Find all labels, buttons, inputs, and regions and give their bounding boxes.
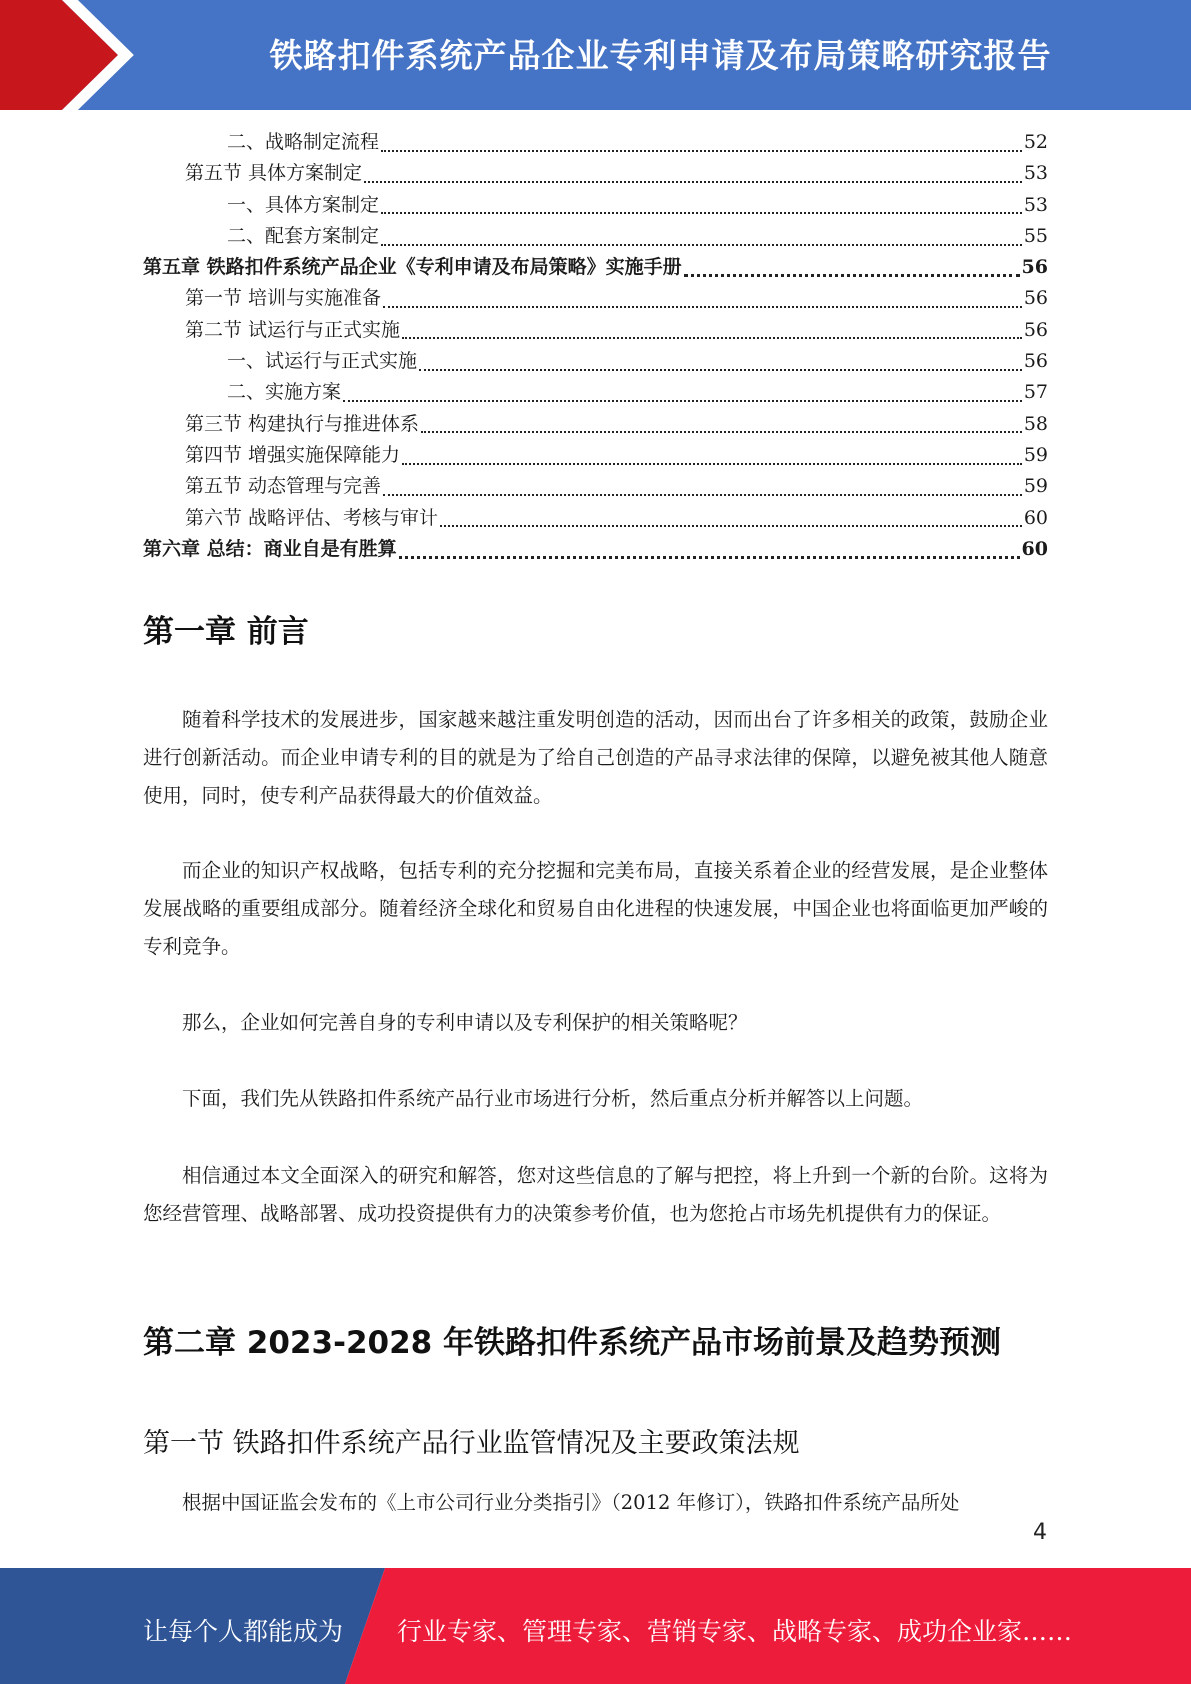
toc-entry[interactable] [143, 503, 1048, 534]
toc-dot-leader [364, 181, 1022, 183]
toc-dot-leader [399, 556, 1020, 559]
toc-entry-page: 60 [1023, 506, 1048, 529]
toc-entry-title: 一、具体方案制定 [227, 193, 380, 216]
toc-entry-page: 56 [1023, 318, 1048, 341]
header-title: 铁路扣件系统产品企业专利申请及布局策略研究报告 [269, 36, 1052, 75]
toc-entry-title: 第三节 构建执行与推进体系 [185, 412, 420, 435]
toc-entry-title: 第四节 增强实施保障能力 [185, 443, 401, 466]
toc-entry-title: 二、实施方案 [227, 381, 342, 404]
toc-entry-page: 52 [1023, 131, 1048, 153]
toc-entry-title: 第一节 培训与实施准备 [185, 287, 382, 310]
chapter1-paragraph-1: 随着科学技术的发展进步，国家越来越注重发明创造的活动，因而出台了许多相关的政策，鼓励企业进行创新活动。而企业申请专利的目的就是为了给自己创造的产品寻求法律的保障，以避免被其他人随意使用，同时，使专利产品获得最大的价值效益。 [143, 708, 1048, 807]
toc-entry-page: 56 [1023, 287, 1048, 310]
toc-entry-title: 一、试运行与正式实施 [227, 350, 418, 373]
chapter1-paragraph-3: 那么，企业如何完善自身的专利申请以及专利保护的相关策略呢？ [182, 1011, 748, 1034]
toc-entry[interactable] [143, 221, 1048, 252]
toc-dot-leader [421, 431, 1022, 433]
toc-dot-leader [383, 494, 1022, 496]
toc-entry-page: 60 [1021, 537, 1048, 560]
toc-entry[interactable] [143, 377, 1048, 408]
page-footer [0, 1568, 1191, 1684]
chapter2-section1-heading: 第一节 铁路扣件系统产品行业监管情况及主要政策法规 [143, 1428, 800, 1459]
toc-dot-leader [440, 525, 1022, 527]
toc-entry-page: 53 [1023, 193, 1048, 216]
page-header [0, 0, 1191, 110]
toc-entry-title: 二、战略制定流程 [227, 131, 380, 153]
toc-entry-page: 59 [1023, 475, 1048, 498]
toc-entry-page: 58 [1023, 412, 1048, 435]
toc-entry-title: 第五节 具体方案制定 [185, 162, 363, 185]
footer-slogan-right: 行业专家、管理专家、营销专家、战略专家、成功企业家…… [397, 1617, 1073, 1646]
footer-slogan-left: 让每个人都能成为 [143, 1617, 344, 1646]
toc-dot-leader [381, 212, 1022, 214]
toc-dot-leader [402, 463, 1022, 465]
toc-entry-title: 第五章 铁路扣件系统产品企业《专利申请及布局策略》实施手册 [143, 256, 682, 279]
toc-entry[interactable] [143, 534, 1048, 565]
toc-entry-title: 二、配套方案制定 [227, 224, 380, 247]
toc-entry[interactable] [143, 346, 1048, 377]
toc-entry[interactable] [143, 471, 1048, 502]
toc-entry[interactable] [143, 252, 1048, 283]
toc-entry[interactable] [143, 440, 1048, 471]
chapter2-section1-paragraph: 根据中国证监会发布的《上市公司行业分类指引》（2012 年修订），铁路扣件系统产品所处 [182, 1491, 960, 1514]
chapter1-paragraph-5: 相信通过本文全面深入的研究和解答，您对这些信息的了解与把控，将上升到一个新的台阶。这将为您经营管理、战略部署、成功投资提供有力的决策参考价值，也为您抢占市场先机提供有力的保证。 [143, 1164, 1048, 1225]
toc-dot-leader [402, 337, 1022, 339]
toc-entry[interactable] [143, 190, 1048, 221]
chapter1-paragraph-2: 而企业的知识产权战略，包括专利的充分挖掘和完美布局，直接关系着企业的经营发展，是企业整体发展战略的重要组成部分。随着经济全球化和贸易自由化进程的快速发展，中国企业也将面临更加严峻的专利竞争。 [143, 859, 1048, 958]
table-of-contents [143, 127, 1048, 565]
toc-entry[interactable] [143, 158, 1048, 189]
toc-entry-title: 第二节 试运行与正式实施 [185, 318, 401, 341]
toc-entry-page: 56 [1023, 350, 1048, 373]
chapter2-heading: 第二章 2023-2028 年铁路扣件系统产品市场前景及趋势预测 [143, 1325, 1002, 1361]
toc-entry[interactable] [143, 409, 1048, 440]
toc-entry-page: 57 [1023, 381, 1048, 404]
toc-dot-leader [381, 150, 1022, 152]
toc-entry-title: 第六节 战略评估、考核与审计 [185, 506, 439, 529]
toc-entry[interactable] [143, 315, 1048, 346]
toc-dot-leader [419, 369, 1022, 371]
toc-entry-title: 第六章 总结：商业自是有胜算 [143, 537, 397, 560]
toc-entry-page: 59 [1023, 443, 1048, 466]
toc-entry[interactable] [143, 283, 1048, 314]
toc-dot-leader [383, 306, 1022, 308]
toc-dot-leader [684, 274, 1020, 277]
chapter1-heading: 第一章 前言 [143, 614, 309, 650]
toc-dot-leader [343, 400, 1022, 402]
toc-entry-title: 第五节 动态管理与完善 [185, 475, 382, 498]
toc-entry-page: 53 [1023, 162, 1048, 185]
toc-entry[interactable] [143, 127, 1048, 158]
toc-dot-leader [381, 244, 1022, 246]
chapter1-paragraph-4: 下面，我们先从铁路扣件系统产品行业市场进行分析，然后重点分析并解答以上问题。 [182, 1087, 924, 1110]
page-number: 4 [1033, 1520, 1047, 1545]
toc-entry-page: 56 [1021, 256, 1048, 279]
toc-entry-page: 55 [1023, 224, 1048, 247]
